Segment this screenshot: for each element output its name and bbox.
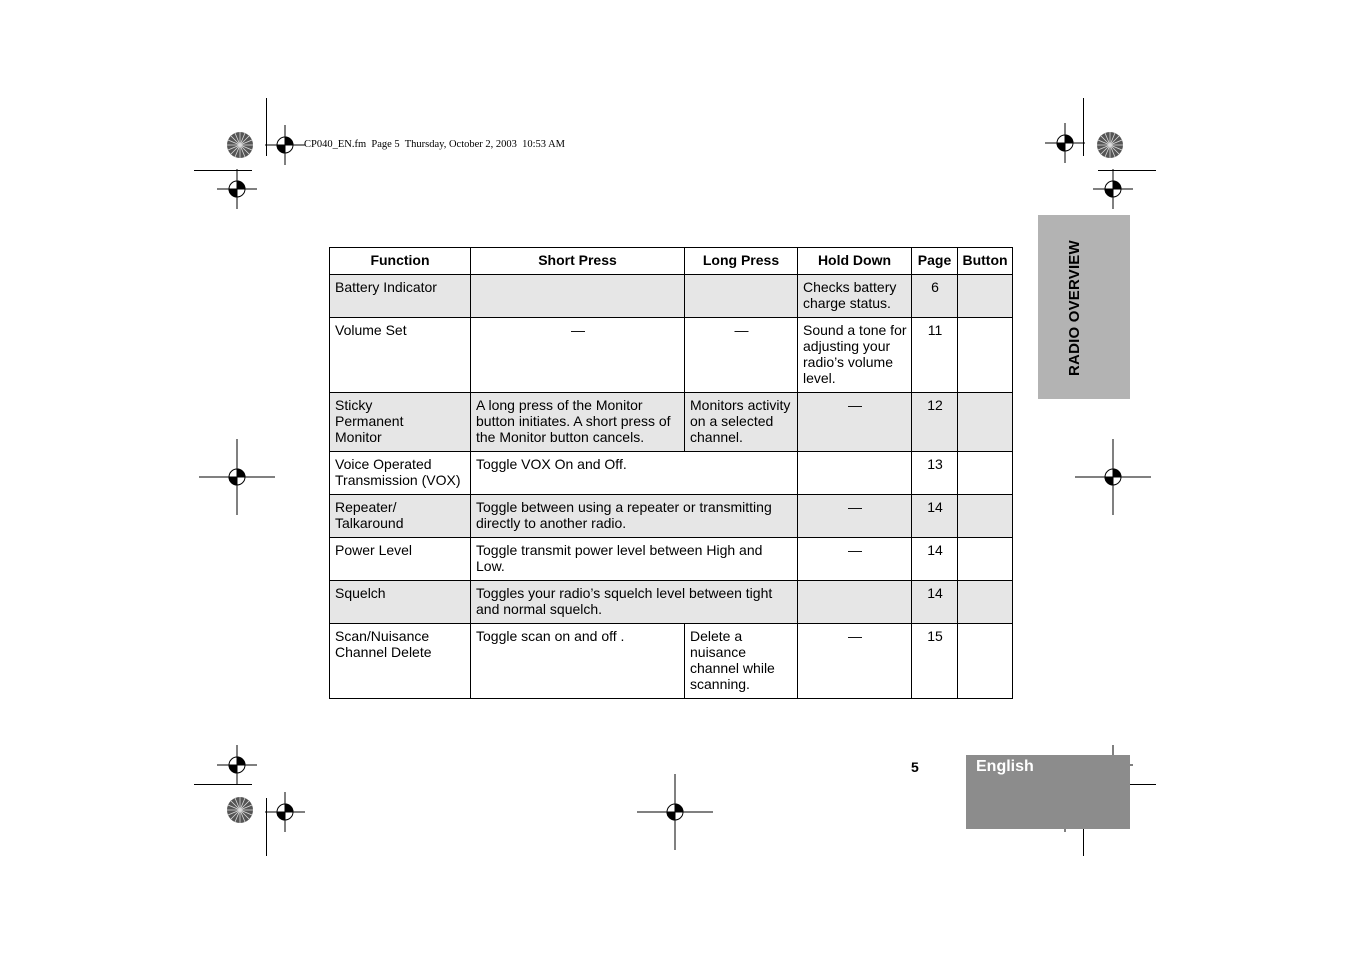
language-label: English <box>976 758 1034 775</box>
cell-short-press <box>471 275 685 318</box>
section-tab <box>1038 215 1130 399</box>
cell-function: Scan/Nuisance Channel Delete <box>330 624 471 699</box>
cell-button <box>958 581 1013 624</box>
header-hold-down: Hold Down <box>798 248 912 275</box>
cell-hold-down: — <box>798 393 912 452</box>
header-button: Button <box>958 248 1013 275</box>
cell-function: Volume Set <box>330 318 471 393</box>
cell-function: Battery Indicator <box>330 275 471 318</box>
cell-long-press: Delete a nuisance channel while scanning. <box>685 624 798 699</box>
cell-short-press: A long press of the Monitor button initiates. A short press of the Monitor button cancels. <box>471 393 685 452</box>
cell-button <box>958 452 1013 495</box>
function-table <box>329 247 1013 699</box>
cell-hold-down: Checks battery charge status. <box>798 275 912 318</box>
cell-page: 14 <box>912 538 958 581</box>
cell-short-press: Toggle scan on and off . <box>471 624 685 699</box>
cell-page: 12 <box>912 393 958 452</box>
table-row <box>330 624 1013 699</box>
cell-function: Voice Operated Transmission (VOX) <box>330 452 471 495</box>
section-tab-label: RADIO OVERVIEW <box>1066 240 1083 376</box>
cell-short-long-press: Toggle transmit power level between High and Low. <box>471 538 798 581</box>
cell-short-long-press: Toggle between using a repeater or transmitting directly to another radio. <box>471 495 798 538</box>
cell-function: Power Level <box>330 538 471 581</box>
cell-hold-down: — <box>798 495 912 538</box>
cell-short-press: — <box>471 318 685 393</box>
header-long-press: Long Press <box>685 248 798 275</box>
cell-page: 14 <box>912 495 958 538</box>
table-header-row <box>330 248 1013 275</box>
cell-page: 13 <box>912 452 958 495</box>
cell-button <box>958 318 1013 393</box>
cell-page: 6 <box>912 275 958 318</box>
cell-button <box>958 393 1013 452</box>
cell-function: Sticky Permanent Monitor <box>330 393 471 452</box>
table-row <box>330 581 1013 624</box>
cell-short-long-press: Toggles your radio’s squelch level between tight and normal squelch. <box>471 581 798 624</box>
cell-long-press: Monitors activity on a selected channel. <box>685 393 798 452</box>
cell-page: 11 <box>912 318 958 393</box>
cell-hold-down: Sound a tone for adjusting your radio’s volume level. <box>798 318 912 393</box>
table-row <box>330 452 1013 495</box>
table-row <box>330 538 1013 581</box>
page-number: 5 <box>911 759 919 775</box>
cell-function: Squelch <box>330 581 471 624</box>
cell-button <box>958 624 1013 699</box>
cell-long-press: — <box>685 318 798 393</box>
cell-hold-down: — <box>798 624 912 699</box>
file-info-header: CP040_EN.fm Page 5 Thursday, October 2, 2003 10:53 AM <box>304 139 566 150</box>
table-row <box>330 275 1013 318</box>
cell-hold-down <box>798 581 912 624</box>
cell-hold-down <box>798 452 912 495</box>
table-row <box>330 495 1013 538</box>
cell-button <box>958 495 1013 538</box>
cell-function: Repeater/ Talkaround <box>330 495 471 538</box>
cell-page: 14 <box>912 581 958 624</box>
cell-short-long-press: Toggle VOX On and Off. <box>471 452 798 495</box>
table-row <box>330 393 1013 452</box>
cell-hold-down: — <box>798 538 912 581</box>
cell-page: 15 <box>912 624 958 699</box>
header-function: Function <box>330 248 471 275</box>
header-page: Page <box>912 248 958 275</box>
table-row <box>330 318 1013 393</box>
cell-button <box>958 275 1013 318</box>
header-short-press: Short Press <box>471 248 685 275</box>
cell-long-press <box>685 275 798 318</box>
cell-button <box>958 538 1013 581</box>
